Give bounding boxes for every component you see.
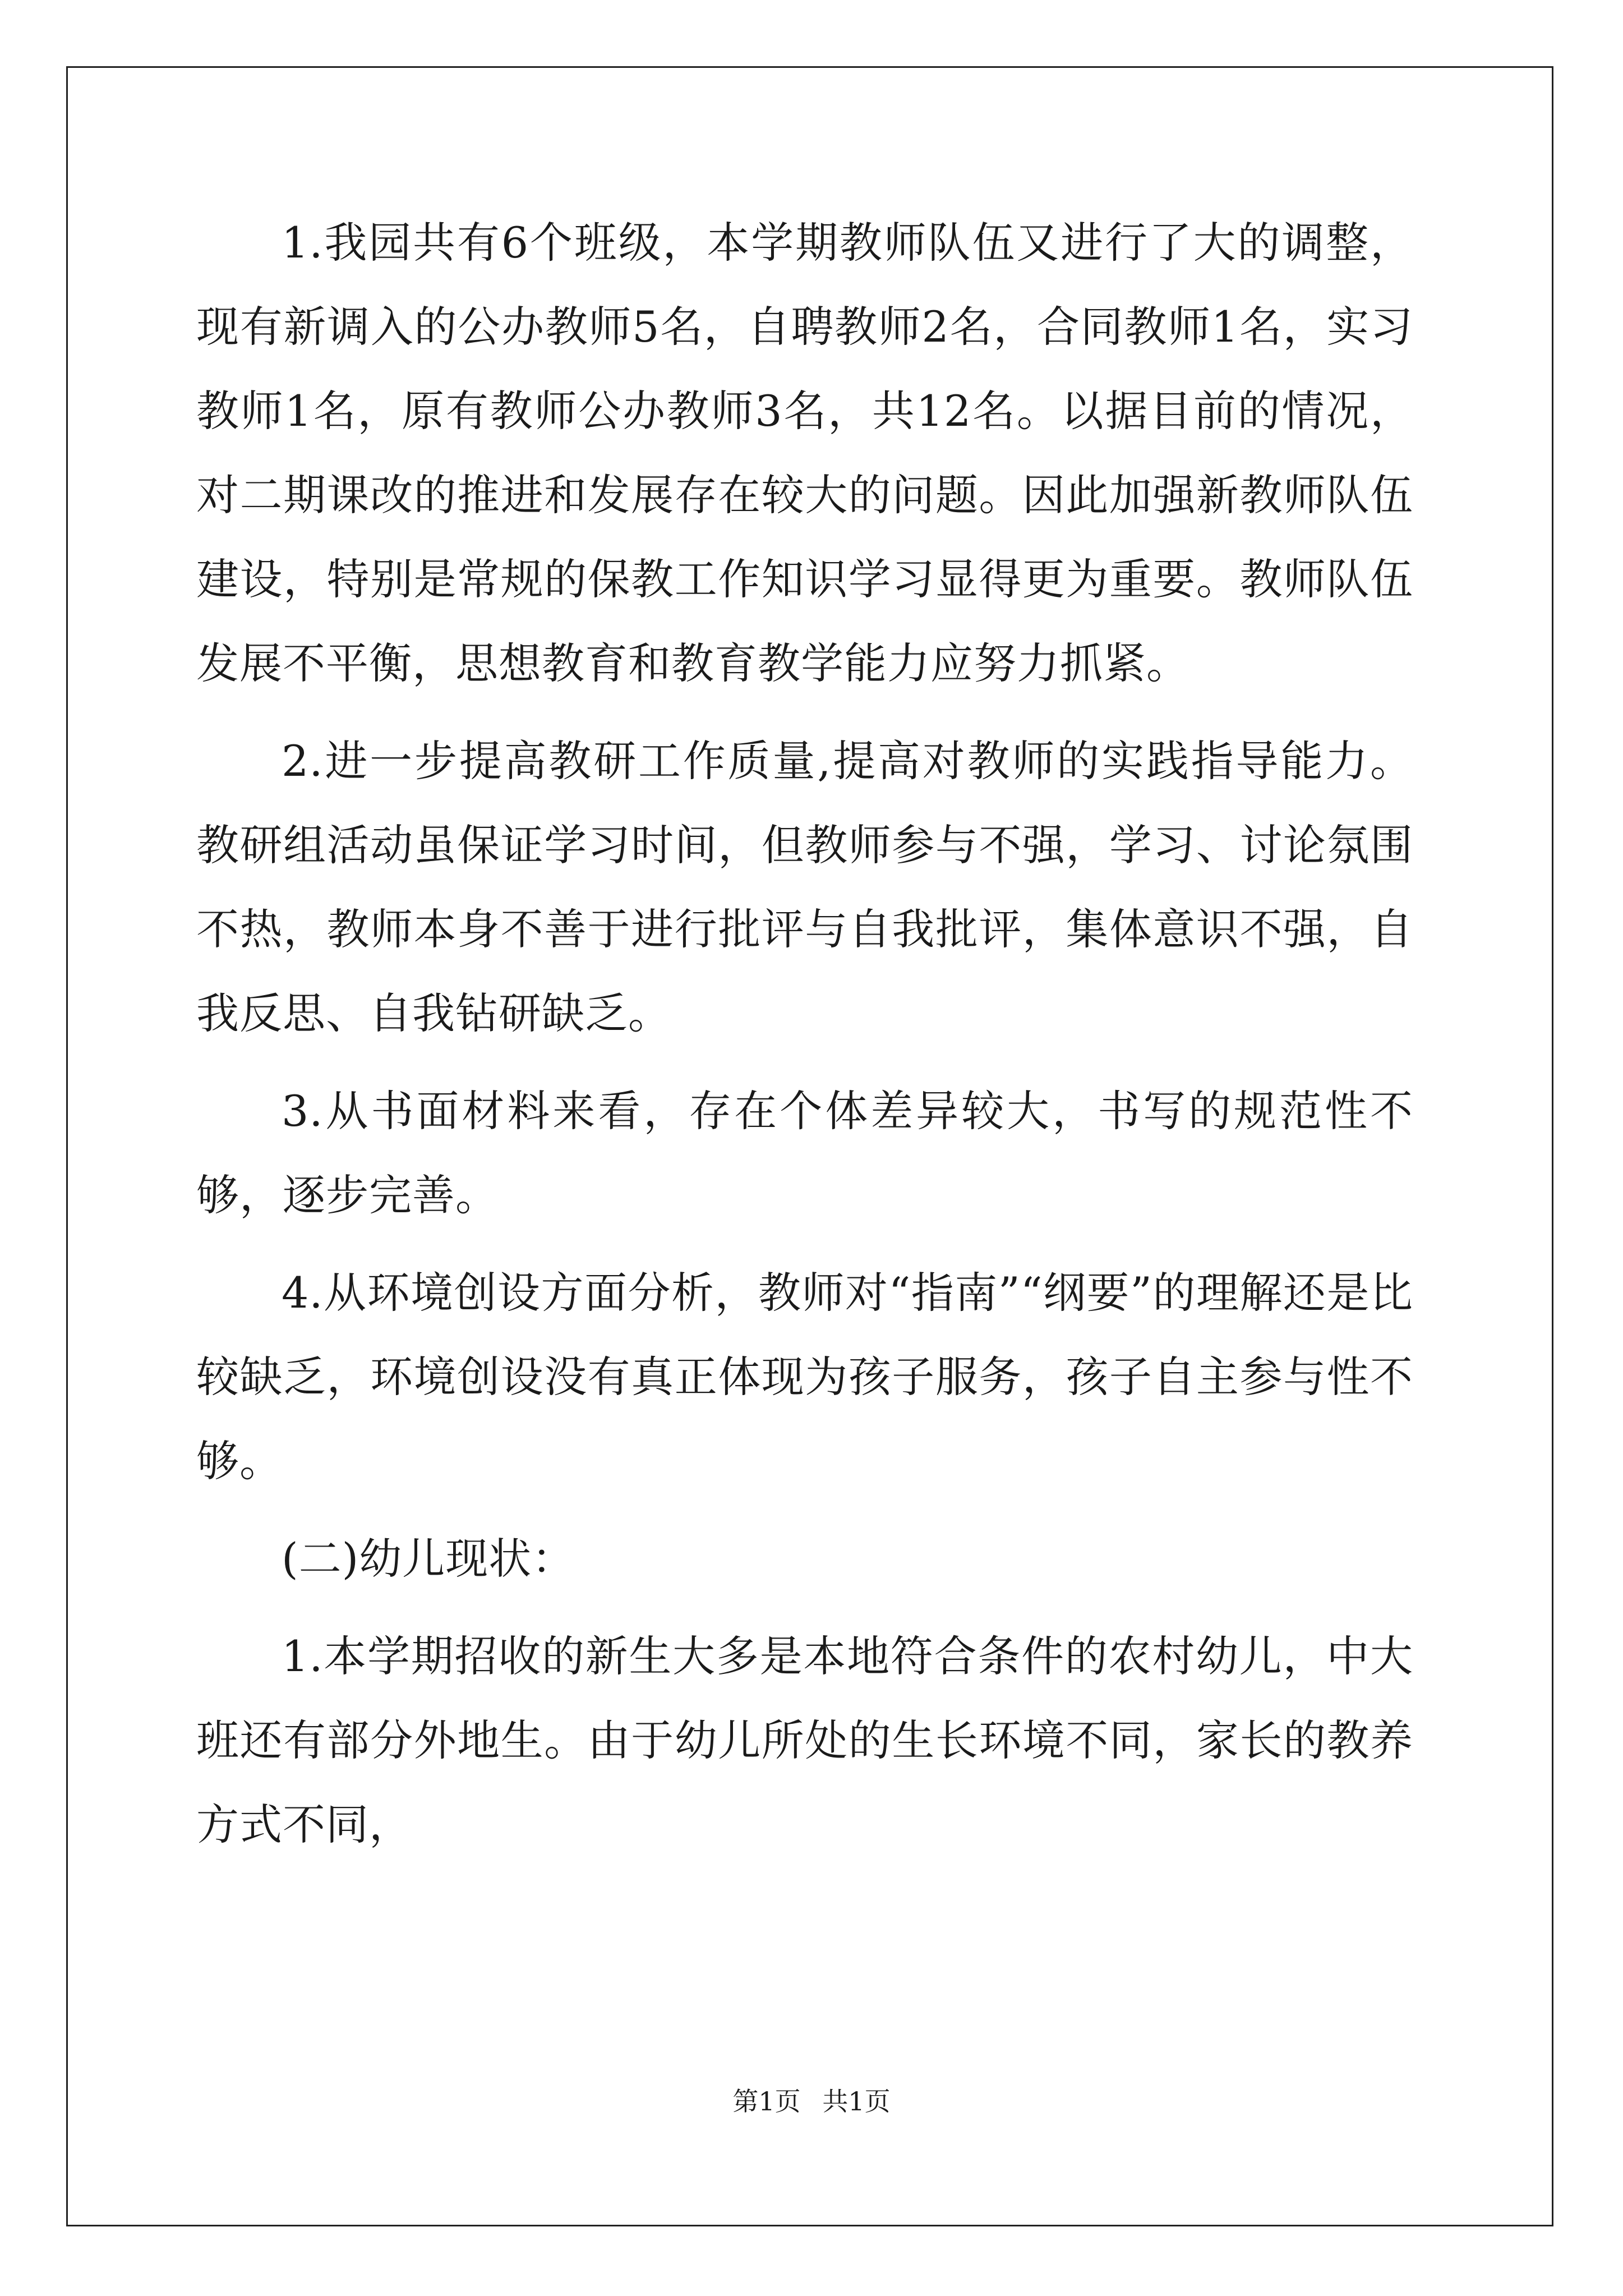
page-number: 第1页 (732, 2086, 801, 2116)
paragraph: 1.本学期招收的新生大多是本地符合条件的农村幼儿，中大班还有部分外地生。由于幼儿所处的生长环境不同，家长的教养方式不同， (196, 1631, 1413, 1849)
document-body (196, 201, 1413, 1880)
paragraph: 3.从书面材料来看，存在个体差异较大，书写的规范性不够，逐步完善。 (196, 1086, 1413, 1220)
page-total: 共1页 (822, 2086, 891, 2116)
paragraph: 2.进一步提高教研工作质量,提高对教师的实践指导能力。教研组活动虽保证学习时间，但教师参与不强，学习、讨论氛围不热，教师本身不善于进行批评与自我批评，集体意识不强，自我反思、自我钻研缺乏。 (196, 736, 1413, 1038)
paragraph: 4.从环境创设方面分析，教师对“指南”“纲要”的理解还是比较缺乏，环境创设没有真正体现为孩子服务，孩子自主参与性不够。 (196, 1268, 1413, 1486)
section-heading: (二)幼儿现状： (282, 1534, 575, 1584)
paragraph: 1.我园共有6个班级，本学期教师队伍又进行了大的调整，现有新调入的公办教师5名，自聘教师2名，合同教师1名，实习教师1名，原有教师公办教师3名，共12名。以据目前的情况，对二期课改的推进和发展存在较大的问题。因此加强新教师队伍建设，特别是常规的保教工作知识学习显得更为重要。教师队伍发展不平衡，思想教育和教育教学能力应努力抓紧。 (196, 218, 1413, 688)
page-footer (0, 2081, 1623, 2118)
